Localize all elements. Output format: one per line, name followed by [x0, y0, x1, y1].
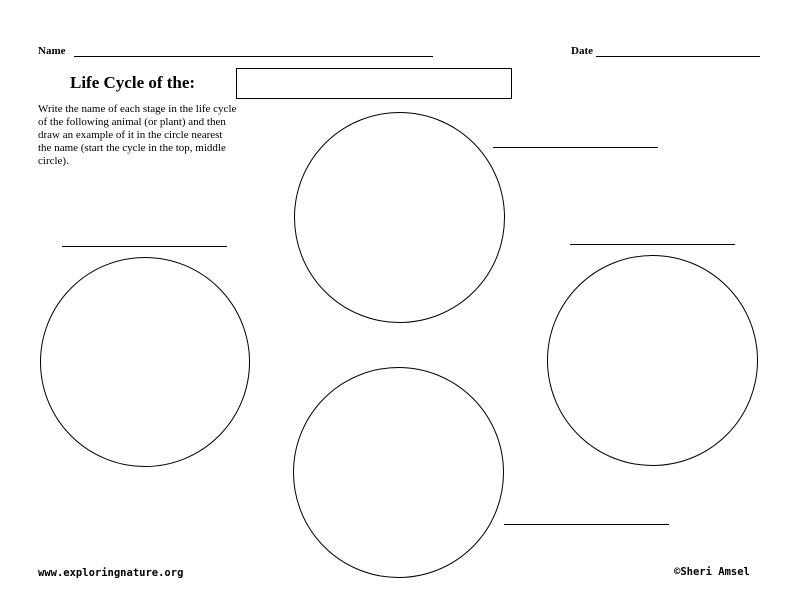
- stage-name-line-top[interactable]: [493, 147, 658, 148]
- instructions-text: Write the name of each stage in the life cycle of the following animal (or plant) and then draw an example of it in the circle nearest the name (start the cycle in the top, middle circle).: [38, 103, 237, 167]
- name-field-line[interactable]: [74, 56, 433, 57]
- page-title: Life Cycle of the:: [70, 73, 196, 92]
- drawing-circle-right[interactable]: [547, 255, 758, 466]
- website-link[interactable]: www.exploringnature.org: [38, 567, 184, 579]
- drawing-circle-bottom[interactable]: [293, 367, 504, 578]
- stage-name-line-left[interactable]: [62, 246, 227, 247]
- date-field-line[interactable]: [596, 56, 760, 57]
- drawing-circle-left[interactable]: [40, 257, 250, 467]
- copyright-text: ©Sheri Amsel: [674, 566, 750, 578]
- stage-name-line-bottom[interactable]: [504, 524, 669, 525]
- name-label: Name: [38, 45, 66, 57]
- drawing-circle-top[interactable]: [294, 112, 505, 323]
- stage-name-line-right[interactable]: [570, 244, 735, 245]
- organism-name-box[interactable]: [236, 68, 512, 99]
- date-label: Date: [571, 45, 593, 57]
